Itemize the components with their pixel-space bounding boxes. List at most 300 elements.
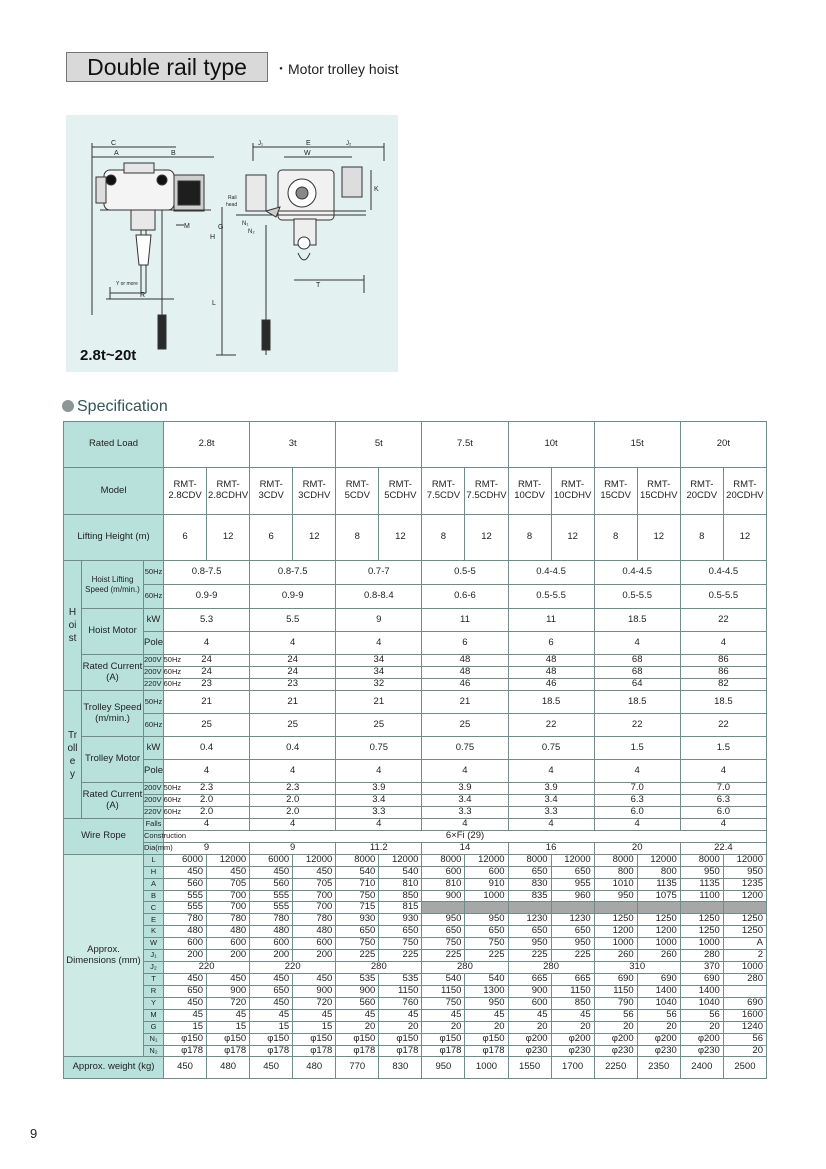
dimension-value: 850: [379, 890, 422, 902]
falls-value: 4: [164, 819, 250, 831]
lifting-height-header: Lifting Height (m): [64, 515, 164, 561]
dimension-value: 20: [465, 1021, 508, 1033]
trolley-pole-value: 4: [250, 760, 336, 783]
dia-value: 11.2: [336, 842, 422, 854]
trolley-speed-value: 22: [680, 714, 766, 737]
dimension-value: 480: [164, 926, 207, 938]
dimension-value: 8000: [594, 854, 637, 866]
dimension-value: 700: [207, 902, 250, 914]
trolley-speed-value: 21: [250, 691, 336, 714]
dimension-value: 12000: [465, 854, 508, 866]
dimension-value: 690: [680, 973, 723, 985]
dimension-value: 560: [164, 878, 207, 890]
model-value: RMT-20CDHV: [723, 468, 766, 515]
dim-a-label: A: [114, 150, 119, 157]
dimension-value: A: [723, 938, 766, 950]
dimension-value: 1235: [723, 878, 766, 890]
hoist-pole-value: 4: [250, 632, 336, 655]
model-value: RMT-15CDHV: [637, 468, 680, 515]
dimension-value: 1250: [723, 914, 766, 926]
weight-value: 770: [336, 1057, 379, 1079]
hoist-current-value: 24: [250, 655, 336, 667]
dimension-value: 930: [379, 914, 422, 926]
trolley-kw-value: 0.75: [422, 737, 508, 760]
dimension-key: W: [144, 938, 164, 950]
dimension-value: 200: [250, 950, 293, 962]
dimension-value: [551, 902, 594, 914]
dimension-value: φ150: [250, 1033, 293, 1045]
dim-t-label: T: [316, 282, 321, 289]
dia-value: 16: [508, 842, 594, 854]
trolley-speed-value: 25: [250, 714, 336, 737]
table-row: [64, 795, 767, 807]
dimension-value: 45: [336, 1009, 379, 1021]
dimension-value: 45: [465, 1009, 508, 1021]
dimension-value: 20: [551, 1021, 594, 1033]
trolley-current-value: 2.0: [164, 807, 250, 819]
table-row: [64, 609, 767, 632]
hz-label: 60Hz: [144, 585, 164, 609]
dim-n2-label: N₂: [248, 229, 255, 235]
hoist-current-value: 48: [422, 655, 508, 667]
hoist-current-value: 24: [164, 667, 250, 679]
section-title: Specification: [77, 398, 168, 415]
dimension-value: 700: [293, 902, 336, 914]
model-value: RMT-10CDHV: [551, 468, 594, 515]
lifting-height-value: 12: [207, 515, 250, 561]
weight-value: 2350: [637, 1057, 680, 1079]
dimension-value: 8000: [336, 854, 379, 866]
dimension-value: 780: [207, 914, 250, 926]
table-row: [64, 902, 767, 914]
dimension-value: 690: [723, 997, 766, 1009]
dimension-value: 1150: [422, 985, 465, 997]
hoist-kw-value: 9: [336, 609, 422, 632]
model-value: RMT-7.5CDV: [422, 468, 465, 515]
dimension-value: [465, 902, 508, 914]
dimension-value: 2: [723, 950, 766, 962]
trolley-speed-value: 25: [422, 714, 508, 737]
dimension-value: 56: [637, 1009, 680, 1021]
dimension-value: 810: [379, 878, 422, 890]
dimension-value: 280: [422, 962, 508, 974]
dimension-value: 450: [250, 997, 293, 1009]
lifting-height-value: 8: [422, 515, 465, 561]
table-row: [64, 515, 767, 561]
dimension-value: 1040: [680, 997, 723, 1009]
dimension-value: 45: [164, 1009, 207, 1021]
dim-r-label: R: [140, 292, 146, 299]
trolley-pole-value: 4: [680, 760, 766, 783]
table-row: [64, 1033, 767, 1045]
rated-load-value: 15t: [594, 422, 680, 468]
dimension-value: 705: [207, 878, 250, 890]
weight-value: 2400: [680, 1057, 723, 1079]
dimension-value: φ230: [594, 1045, 637, 1057]
dimension-key: R: [144, 985, 164, 997]
dimension-value: 45: [379, 1009, 422, 1021]
dimension-value: 450: [293, 866, 336, 878]
falls-value: 4: [508, 819, 594, 831]
dimension-value: 1200: [594, 926, 637, 938]
lifting-height-value: 6: [250, 515, 293, 561]
dimension-value: 310: [594, 962, 680, 974]
dimension-value: 450: [164, 866, 207, 878]
dimension-value: 20: [594, 1021, 637, 1033]
dimension-value: 480: [250, 926, 293, 938]
dimension-value: 710: [336, 878, 379, 890]
dimension-value: 45: [207, 1009, 250, 1021]
dimension-value: 12000: [293, 854, 336, 866]
hoist-speed-value: 0.8-7.5: [164, 561, 250, 585]
dimension-value: 12000: [723, 854, 766, 866]
dimension-value: 900: [293, 985, 336, 997]
lifting-height-value: 12: [637, 515, 680, 561]
dimension-value: 950: [680, 866, 723, 878]
dim-b-label: B: [171, 150, 176, 157]
weight-value: 950: [422, 1057, 465, 1079]
dimension-value: 1000: [637, 938, 680, 950]
dimension-key: H: [144, 866, 164, 878]
trolley-kw-value: 0.4: [164, 737, 250, 760]
hoist-group-label: [64, 561, 82, 691]
dimension-value: 1150: [379, 985, 422, 997]
rated-load-value: 2.8t: [164, 422, 250, 468]
hoist-kw-value: 18.5: [594, 609, 680, 632]
dimension-value: 15: [164, 1021, 207, 1033]
dimension-value: φ200: [508, 1033, 551, 1045]
dimension-value: 950: [594, 890, 637, 902]
hoist-current-value: 32: [336, 679, 422, 691]
dimension-value: 200: [164, 950, 207, 962]
dimension-value: 480: [207, 926, 250, 938]
dim-n1-label: N₁: [242, 221, 249, 227]
weight-value: 1700: [551, 1057, 594, 1079]
hoist-current-value: 82: [680, 679, 766, 691]
dim-c-label: C: [111, 140, 117, 147]
hoist-speed-value: 0.5-5.5: [508, 585, 594, 609]
dimension-key: A: [144, 878, 164, 890]
dimension-value: 750: [465, 938, 508, 950]
dimension-value: φ178: [293, 1045, 336, 1057]
trolley-current-value: 6.0: [680, 807, 766, 819]
dimension-value: 1000: [723, 962, 766, 974]
hoist-speed-value: 0.5-5.5: [680, 585, 766, 609]
dimension-value: φ150: [207, 1033, 250, 1045]
table-row: [64, 878, 767, 890]
hoist-current-value: 23: [250, 679, 336, 691]
hoist-current-value: 24: [250, 667, 336, 679]
dimension-value: 650: [379, 926, 422, 938]
dimension-value: 450: [250, 866, 293, 878]
trolley-group-label: [64, 691, 82, 819]
trolley-speed-value: 22: [508, 714, 594, 737]
table-row: [64, 890, 767, 902]
dimension-value: φ230: [551, 1045, 594, 1057]
hoist-kw-value: 5.3: [164, 609, 250, 632]
dimension-value: 540: [465, 973, 508, 985]
table-row: [64, 950, 767, 962]
dimension-value: 715: [336, 902, 379, 914]
table-row: [64, 783, 767, 795]
dimension-value: 910: [465, 878, 508, 890]
lifting-height-value: 6: [164, 515, 207, 561]
hoist-speed-value: 0.5-5: [422, 561, 508, 585]
trolley-kw-value: 0.4: [250, 737, 336, 760]
falls-value: 4: [680, 819, 766, 831]
table-row: [64, 985, 767, 997]
trolley-pole-value: 4: [336, 760, 422, 783]
dimension-value: 220: [250, 962, 336, 974]
dimension-value: 900: [508, 985, 551, 997]
model-value: RMT-5CDV: [336, 468, 379, 515]
dimension-value: 535: [379, 973, 422, 985]
table-row: [64, 667, 767, 679]
dimension-value: 1300: [465, 985, 508, 997]
hoist-vertical-label: Hoist: [68, 607, 77, 644]
dimension-value: 45: [551, 1009, 594, 1021]
trolley-current-value: 3.9: [422, 783, 508, 795]
weight-value: 480: [293, 1057, 336, 1079]
voltage-hz-label: 220V 60Hz: [144, 679, 164, 691]
bullet-dot-icon: [62, 400, 74, 412]
dimension-value: 780: [164, 914, 207, 926]
dim-m-label: M: [184, 223, 190, 230]
table-row: [64, 819, 767, 831]
dimension-value: 370: [680, 962, 723, 974]
dimension-value: 225: [508, 950, 551, 962]
wire-rope-header: Wire Rope: [64, 819, 144, 855]
dimension-value: 260: [637, 950, 680, 962]
dimension-value: 1400: [637, 985, 680, 997]
rated-load-value: 10t: [508, 422, 594, 468]
hz-label: 50Hz: [144, 561, 164, 585]
dimension-value: 45: [250, 1009, 293, 1021]
dimension-value: 650: [551, 926, 594, 938]
dimension-value: 1135: [637, 878, 680, 890]
dimension-value: 450: [207, 973, 250, 985]
hoist-speed-value: 0.7-7: [336, 561, 422, 585]
hoist-motor-header: Hoist Motor: [82, 609, 144, 655]
trolley-current-value: 3.4: [336, 795, 422, 807]
dimension-value: 6000: [164, 854, 207, 866]
dimension-value: 1240: [723, 1021, 766, 1033]
table-row: [64, 561, 767, 585]
weight-value: 2500: [723, 1057, 766, 1079]
weight-value: 1000: [465, 1057, 508, 1079]
dimension-value: 280: [723, 973, 766, 985]
dimension-value: 450: [164, 973, 207, 985]
falls-value: 4: [594, 819, 680, 831]
dimension-value: 56: [680, 1009, 723, 1021]
dimension-value: φ200: [637, 1033, 680, 1045]
trolley-current-value: 6.3: [680, 795, 766, 807]
hoist-speed-header: Hoist Lifting Speed (m/min.): [82, 561, 144, 609]
dimension-value: φ150: [293, 1033, 336, 1045]
dim-k-label: K: [374, 186, 379, 193]
dimension-value: 850: [551, 997, 594, 1009]
table-row: [64, 914, 767, 926]
dimension-value: [422, 902, 465, 914]
model-value: RMT-2.8CDHV: [207, 468, 250, 515]
trolley-current-value: 2.3: [164, 783, 250, 795]
dimension-key: C: [144, 902, 164, 914]
dimension-value: φ150: [465, 1033, 508, 1045]
lifting-height-value: 12: [551, 515, 594, 561]
trolley-pole-value: 4: [164, 760, 250, 783]
dimension-value: [508, 902, 551, 914]
weight-value: 450: [164, 1057, 207, 1079]
dimension-value: φ200: [680, 1033, 723, 1045]
hz-label: 60Hz: [144, 714, 164, 737]
dimension-value: 760: [379, 997, 422, 1009]
hoist-kw-value: 11: [422, 609, 508, 632]
trolley-current-value: 2.0: [250, 795, 336, 807]
dimension-value: φ200: [594, 1033, 637, 1045]
dimension-value: [723, 902, 766, 914]
hz-label: 50Hz: [144, 691, 164, 714]
hoist-current-value: 23: [164, 679, 250, 691]
dimension-value: φ178: [250, 1045, 293, 1057]
dimension-value: 600: [164, 938, 207, 950]
table-row: [64, 468, 767, 515]
dimension-value: 1000: [465, 890, 508, 902]
dimension-value: 56: [594, 1009, 637, 1021]
page-number: 9: [30, 1126, 38, 1141]
model-value: RMT-10CDV: [508, 468, 551, 515]
dimension-value: φ178: [465, 1045, 508, 1057]
table-row: [64, 842, 767, 854]
dimension-value: 200: [293, 950, 336, 962]
dimension-value: 950: [422, 914, 465, 926]
dimension-value: 750: [422, 938, 465, 950]
hoist-pole-value: 4: [594, 632, 680, 655]
dimension-value: 650: [164, 985, 207, 997]
dimension-value: 280: [508, 962, 594, 974]
dimension-value: 1100: [680, 890, 723, 902]
trolley-current-value: 7.0: [680, 783, 766, 795]
dimension-value: 12000: [637, 854, 680, 866]
dim-h-label: H: [210, 234, 216, 241]
dimension-value: 810: [422, 878, 465, 890]
rated-load-value: 5t: [336, 422, 422, 468]
table-row: [64, 938, 767, 950]
dimension-value: 950: [465, 914, 508, 926]
dimension-value: 20: [723, 1045, 766, 1057]
trolley-kw-value: 1.5: [680, 737, 766, 760]
hoist-current-value: 68: [594, 667, 680, 679]
dimension-value: 815: [379, 902, 422, 914]
dimension-value: 720: [293, 997, 336, 1009]
trolley-speed-value: 21: [422, 691, 508, 714]
hoist-speed-value: 0.8-7.5: [250, 561, 336, 585]
dimension-value: 705: [293, 878, 336, 890]
dimension-value: 1135: [680, 878, 723, 890]
dimension-value: 650: [250, 985, 293, 997]
hoist-current-value: 68: [594, 655, 680, 667]
dimension-value: 555: [164, 890, 207, 902]
dimension-key: E: [144, 914, 164, 926]
hoist-speed-value: 0.4-4.5: [508, 561, 594, 585]
trolley-current-value: 3.4: [508, 795, 594, 807]
trolley-current-value: 3.3: [422, 807, 508, 819]
dimension-value: 700: [293, 890, 336, 902]
dimension-value: 600: [465, 866, 508, 878]
weight-value: 830: [379, 1057, 422, 1079]
dimension-value: φ178: [207, 1045, 250, 1057]
trolley-current-value: 2.3: [250, 783, 336, 795]
dimension-value: 600: [293, 938, 336, 950]
hoist-kw-value: 22: [680, 609, 766, 632]
dimension-value: 900: [422, 890, 465, 902]
hoist-pole-value: 6: [422, 632, 508, 655]
dim-j1-label: J₁: [258, 141, 264, 147]
kw-label: kW: [144, 609, 164, 632]
trolley-speed-value: 21: [336, 691, 422, 714]
weight-value: 480: [207, 1057, 250, 1079]
trolley-kw-value: 1.5: [594, 737, 680, 760]
dimension-value: 225: [336, 950, 379, 962]
dimension-value: φ150: [336, 1033, 379, 1045]
dia-value: 22.4: [680, 842, 766, 854]
trolley-vertical-label: Trolley: [67, 729, 78, 780]
trolley-motor-header: Trolley Motor: [82, 737, 144, 783]
hoist-current-value: 64: [594, 679, 680, 691]
table-row: [64, 422, 767, 468]
rated-current-header: Rated Current (A): [82, 783, 144, 819]
model-value: RMT-2.8CDV: [164, 468, 207, 515]
lifting-height-value: 8: [336, 515, 379, 561]
dimension-value: [723, 985, 766, 997]
dimension-value: 555: [164, 902, 207, 914]
dimension-value: φ230: [637, 1045, 680, 1057]
dimension-value: 780: [250, 914, 293, 926]
hoist-kw-value: 11: [508, 609, 594, 632]
falls-value: 4: [250, 819, 336, 831]
dimension-value: φ150: [379, 1033, 422, 1045]
rated-load-header: Rated Load: [64, 422, 164, 468]
dimension-value: 560: [336, 997, 379, 1009]
trolley-kw-value: 0.75: [336, 737, 422, 760]
dimension-value: 15: [250, 1021, 293, 1033]
trolley-pole-value: 4: [508, 760, 594, 783]
table-row: [64, 1009, 767, 1021]
spec-table: [63, 421, 767, 1079]
model-value: RMT-5CDHV: [379, 468, 422, 515]
dimension-value: 750: [422, 997, 465, 1009]
dimension-value: 650: [422, 926, 465, 938]
dimension-value: 650: [508, 926, 551, 938]
dimension-key: K: [144, 926, 164, 938]
trolley-current-value: 6.0: [594, 807, 680, 819]
dimension-value: φ150: [422, 1033, 465, 1045]
trolley-speed-header: Trolley Speed (m/min.): [82, 691, 144, 737]
weight-value: 1550: [508, 1057, 551, 1079]
trolley-speed-value: 18.5: [508, 691, 594, 714]
trolley-speed-value: 25: [164, 714, 250, 737]
trolley-speed-value: 22: [594, 714, 680, 737]
dimension-value: 12000: [551, 854, 594, 866]
dimension-value: [680, 902, 723, 914]
hoist-pole-value: 4: [680, 632, 766, 655]
model-value: RMT-7.5CDHV: [465, 468, 508, 515]
dimension-value: 1200: [637, 926, 680, 938]
model-header: Model: [64, 468, 164, 515]
pole-label: Pole: [144, 632, 164, 655]
trolley-speed-value: 18.5: [594, 691, 680, 714]
construction-value: 6×Fi (29): [164, 830, 767, 842]
dimension-value: 220: [164, 962, 250, 974]
